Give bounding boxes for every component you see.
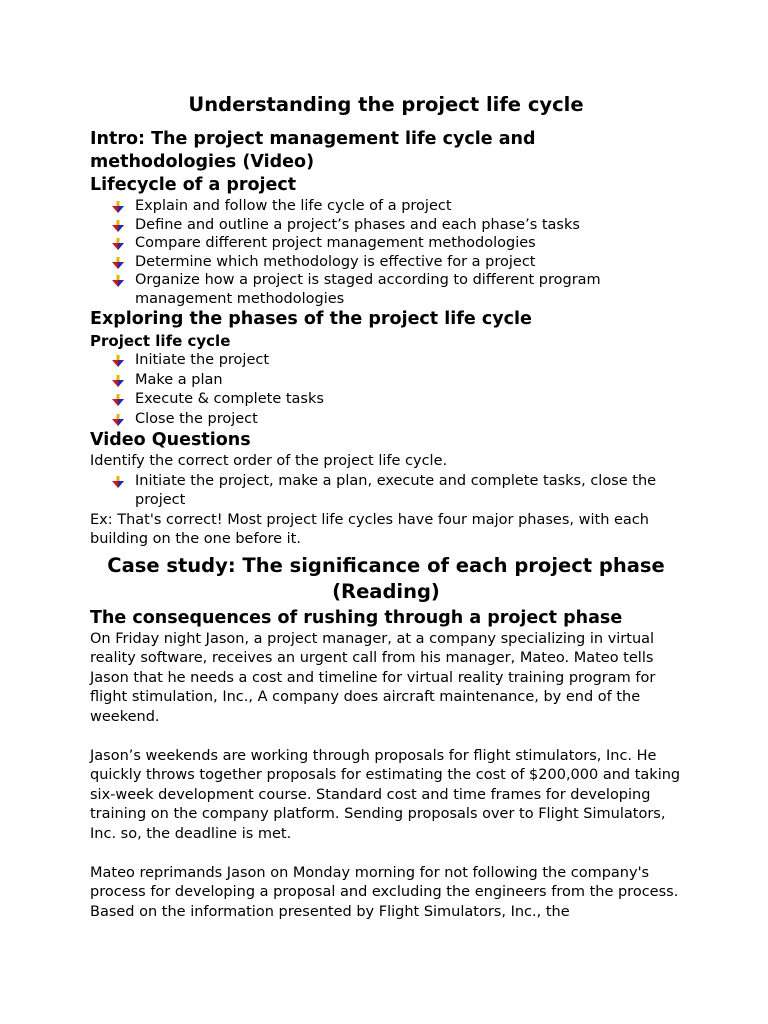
list-item: Compare different project management methodologies xyxy=(135,234,682,253)
list-item: Close the project xyxy=(135,410,682,430)
exploring-heading: Exploring the phases of the project life cycle xyxy=(90,309,532,329)
arrow-bullet-icon xyxy=(112,375,124,387)
arrow-bullet-icon xyxy=(112,220,124,232)
list-item: Initiate the project xyxy=(135,351,682,371)
lifecycle-list xyxy=(90,197,682,308)
paragraph: Jason’s weekends are working through proposals for flight stimulators, Inc. He quickly throws together proposals for estimating the cost of $200,000 and taking six-week development course. Standard cost and time frames for developing training on the company platform. Sending proposals over to Flight Simulators, Inc. so, the deadline is met. xyxy=(90,747,681,842)
list-item: Explain and follow the life cycle of a project xyxy=(135,197,682,216)
list-item: Organize how a project is staged according to different program management methodologies xyxy=(135,271,682,308)
lifecycle-heading: Lifecycle of a project xyxy=(90,175,297,195)
question-text: Identify the correct order of the project life cycle. xyxy=(90,453,448,469)
arrow-bullet-icon xyxy=(112,275,124,287)
paragraph: Mateo reprimands Jason on Monday morning for not following the company's process for developing a proposal and excluding the engineers from the process. Based on the information presented by Flight Simulators, Inc., the xyxy=(90,864,679,920)
document-content xyxy=(90,92,682,922)
video-questions-heading: Video Questions xyxy=(90,430,251,450)
arrow-bullet-icon xyxy=(112,238,124,250)
arrow-bullet-icon xyxy=(112,394,124,406)
list-item: Execute & complete tasks xyxy=(135,390,682,410)
intro-heading: Intro: The project management life cycle and methodologies (Video) xyxy=(90,129,536,172)
page-title: Understanding the project life cycle xyxy=(188,93,584,116)
list-item: Initiate the project, make a plan, execute and complete tasks, close the project xyxy=(135,472,682,511)
list-item: Determine which methodology is effective for a project xyxy=(135,253,682,272)
case-study-title: Case study: The significance of each project phase (Reading) xyxy=(107,553,665,603)
explanation-text: Ex: That's correct! Most project life cycles have four major phases, with each building on the one before it. xyxy=(90,511,649,547)
project-life-cycle-subheading: Project life cycle xyxy=(90,332,231,350)
answer-list xyxy=(90,472,682,511)
paragraph: On Friday night Jason, a project manager, at a company specializing in virtual reality software, receives an urgent call from his manager, Mateo. Mateo tells Jason that he needs a cost and timeline for virtual reality training program for flight stimulation, Inc., A company does aircraft maintenance, by end of the weekend. xyxy=(90,630,656,725)
consequences-heading: The consequences of rushing through a project phase xyxy=(90,607,623,628)
list-item: Define and outline a project’s phases and each phase’s tasks xyxy=(135,216,682,235)
arrow-bullet-icon xyxy=(112,414,124,426)
arrow-bullet-icon xyxy=(112,476,124,488)
arrow-bullet-icon xyxy=(112,201,124,213)
arrow-bullet-icon xyxy=(112,355,124,367)
arrow-bullet-icon xyxy=(112,257,124,269)
plc-list xyxy=(90,351,682,429)
list-item: Make a plan xyxy=(135,371,682,391)
